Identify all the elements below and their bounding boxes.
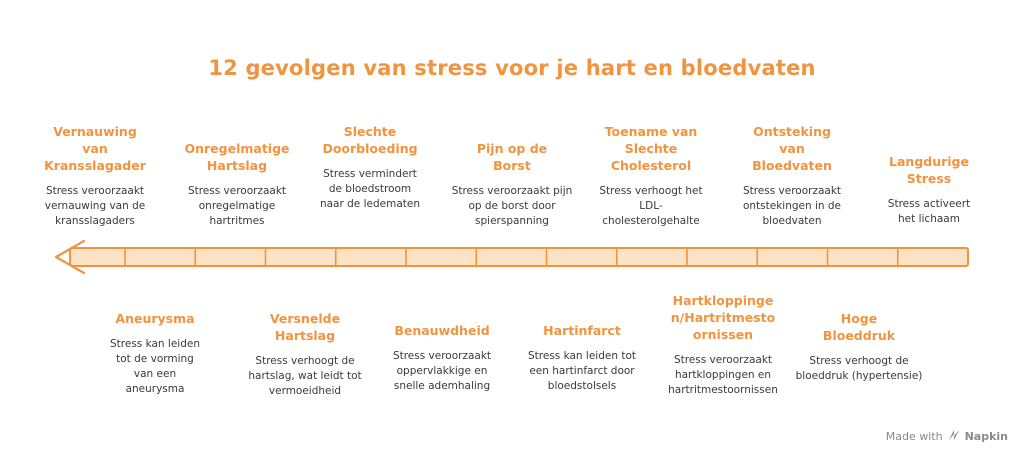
item-heading: Hoge Bloeddruk (822, 311, 896, 343)
item-heading: Aneurysma (115, 311, 195, 326)
item-heading: Hartinfarct (543, 323, 621, 338)
bottom-item-3 (378, 322, 506, 394)
bottom-item-4 (518, 322, 646, 394)
top-item-1 (35, 123, 155, 229)
item-heading: Langdurige Stress (889, 154, 969, 186)
timeline-arrow-shape (56, 241, 968, 273)
item-heading: Vernauwing van Kransslagader (44, 124, 146, 173)
item-heading: Versnelde Hartslag (269, 311, 341, 343)
item-heading: Hartkloppingen/Hartritmestoornissen (670, 293, 776, 342)
arrow-head (56, 241, 84, 273)
item-description: Stress veroorzaakt oppervlakkige en snelle ademhaling (392, 350, 492, 392)
item-description: Stress veroorzaakt ontstekingen in de bloedvaten (742, 185, 842, 227)
item-description: Stress activeert het lichaam (887, 198, 971, 225)
item-heading: Toename van Slechte Cholesterol (604, 124, 698, 173)
item-description: Stress veroorzaakt vernauwing van de kransslagaders (44, 185, 146, 227)
item-description: Stress kan leiden tot de vorming van een aneurysma (109, 338, 200, 395)
bottom-item-5 (656, 292, 790, 398)
footer-watermark (886, 429, 1008, 444)
top-item-6 (730, 123, 854, 229)
napkin-brand: Napkin (964, 430, 1008, 443)
made-with-label: Made with (885, 430, 943, 443)
arrow-shaft (70, 248, 968, 266)
top-item-7 (870, 153, 988, 227)
item-heading: Ontsteking van Bloedvaten (752, 124, 832, 173)
bottom-item-6 (795, 310, 923, 384)
item-description: Stress verhoogt de hartslag, wat leidt tot vermoeidheid (248, 355, 362, 397)
napkin-logo-icon (948, 429, 960, 444)
top-item-3 (310, 123, 430, 212)
top-item-4 (450, 140, 574, 229)
bottom-item-2 (240, 310, 370, 399)
item-description: Stress veroorzaakt pijn op de borst door spierspanning (451, 185, 573, 227)
item-heading: Benauwdheid (394, 323, 490, 338)
page-title: 12 gevolgen van stress voor je hart en bloedvaten (208, 56, 816, 80)
item-description: Stress veroorzaakt hartkloppingen en hartritmestoornissen (668, 354, 778, 396)
top-item-2 (178, 140, 296, 229)
item-heading: Slechte Doorbloeding (322, 124, 418, 156)
item-description: Stress verhoogt het LDL-cholesterolgehalte (599, 185, 703, 227)
bottom-item-1 (95, 310, 215, 397)
item-description: Stress kan leiden tot een hartinfarct door bloedstolsels (528, 350, 636, 392)
item-description: Stress veroorzaakt onregelmatige hartritmes (187, 185, 287, 227)
item-description: Stress verhoogt de bloeddruk (hypertensie) (795, 355, 923, 382)
item-description: Stress vermindert de bloedstroom naar de ledematen (319, 168, 421, 210)
item-heading: Pijn op de Borst (476, 141, 548, 173)
top-item-5 (590, 123, 712, 229)
item-heading: Onregelmatige Hartslag (184, 141, 290, 173)
